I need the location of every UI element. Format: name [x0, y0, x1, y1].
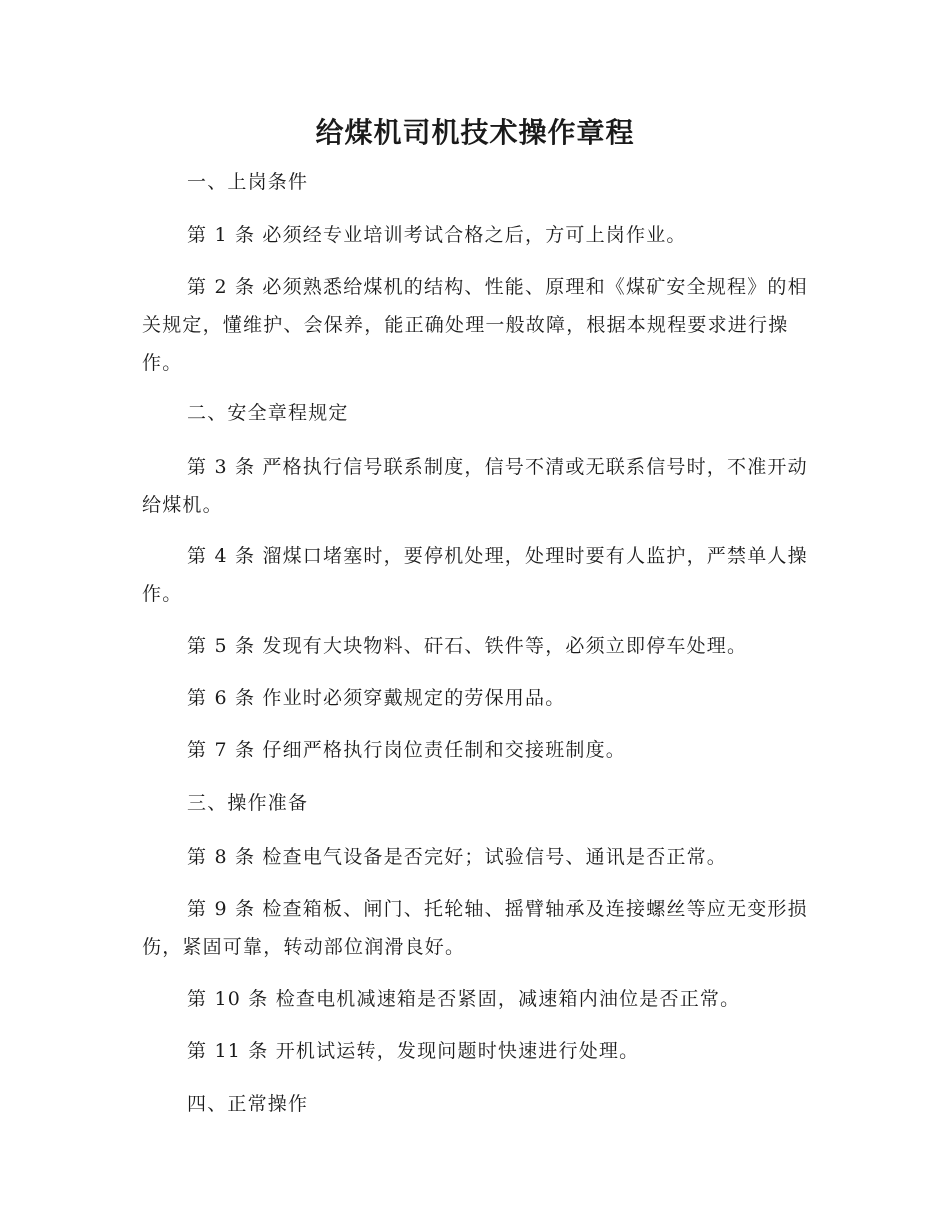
paragraph: 第 1 条 必须经专业培训考试合格之后，方可上岗作业。 [187, 224, 687, 246]
section-heading: 二、安全章程规定 [187, 402, 349, 424]
paragraph: 第 4 条 溜煤口堵塞时，要停机处理，处理时要有人监护，严禁单人操作。 [142, 545, 808, 605]
paragraph: 第 5 条 发现有大块物料、矸石、铁件等，必须立即停车处理。 [187, 635, 748, 657]
paragraph: 第 2 条 必须熟悉给煤机的结构、性能、原理和《煤矿安全规程》的相关规定，懂维护、会保养，能正确处理一般故障，根据本规程要求进行操作。 [142, 276, 808, 374]
section-heading: 三、操作准备 [187, 792, 309, 814]
paragraph: 第 9 条 检查箱板、闸门、托轮轴、摇臂轴承及连接螺丝等应无变形损伤，紧固可靠，转动部位润滑良好。 [142, 898, 808, 958]
section-heading: 四、正常操作 [187, 1093, 309, 1115]
document-title: 给煤机司机技术操作章程 [315, 116, 635, 149]
paragraph: 第 8 条 检查电气设备是否完好；试验信号、通讯是否正常。 [187, 846, 728, 868]
paragraph: 第 3 条 严格执行信号联系制度，信号不清或无联系信号时，不准开动给煤机。 [142, 456, 808, 516]
paragraph: 第 10 条 检查电机减速箱是否紧固，减速箱内油位是否正常。 [187, 988, 741, 1010]
paragraph: 第 7 条 仔细严格执行岗位责任制和交接班制度。 [187, 739, 627, 761]
paragraph: 第 6 条 作业时必须穿戴规定的劳保用品。 [187, 687, 566, 709]
paragraph: 第 11 条 开机试运转，发现问题时快速进行处理。 [187, 1040, 640, 1062]
section-heading: 一、上岗条件 [187, 171, 309, 193]
